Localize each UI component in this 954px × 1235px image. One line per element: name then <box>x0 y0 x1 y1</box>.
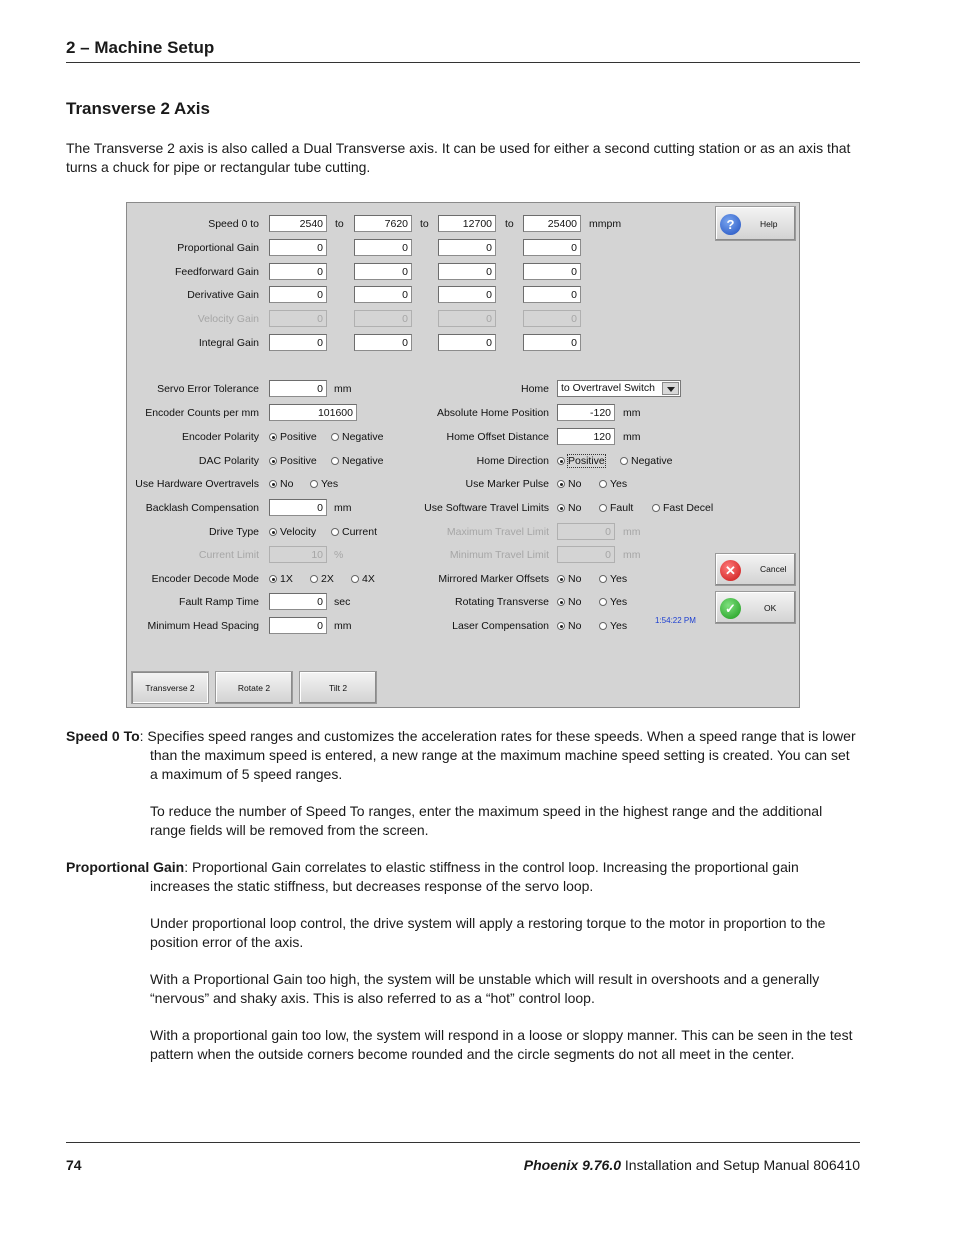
abs-home-unit: mm <box>623 407 641 419</box>
radio-selected-icon <box>269 575 277 583</box>
servo-error-label: Servo Error Tolerance <box>157 383 259 395</box>
max-travel-unit: mm <box>623 526 641 538</box>
tab-rotate-2[interactable]: Rotate 2 <box>215 671 293 704</box>
hw-overtravels-label: Use Hardware Overtravels <box>135 478 259 490</box>
page-number: 74 <box>66 1157 82 1173</box>
radio-selected-icon <box>557 622 565 630</box>
integral-gain-field[interactable]: 0 <box>269 334 327 351</box>
laser-comp-yes-radio[interactable]: Yes <box>599 620 627 632</box>
radio-icon <box>599 598 607 606</box>
cancel-button[interactable]: ✕ Cancel <box>715 553 796 586</box>
radio-icon <box>599 480 607 488</box>
backlash-unit: mm <box>334 502 352 514</box>
abs-home-field[interactable]: -120 <box>557 404 615 421</box>
sw-travel-fault-radio[interactable]: Fault <box>599 502 633 514</box>
mirrored-marker-yes-radio[interactable]: Yes <box>599 573 627 585</box>
home-offset-unit: mm <box>623 431 641 443</box>
to-label: to <box>505 218 514 230</box>
rotating-transverse-label: Rotating Transverse <box>455 596 549 608</box>
velocity-gain-field: 0 <box>523 310 581 327</box>
encoder-polarity-label: Encoder Polarity <box>181 431 259 443</box>
integral-gain-field[interactable]: 0 <box>438 334 496 351</box>
proportional-gain-field[interactable]: 0 <box>438 239 496 256</box>
servo-error-field[interactable]: 0 <box>269 380 327 397</box>
radio-icon <box>599 575 607 583</box>
velocity-gain-field: 0 <box>269 310 327 327</box>
paragraph: With a Proportional Gain too high, the system will be unstable which will result in overshoots and a generally “nervous” and shaky axis. This is also referred to as a “hot” control loop. <box>150 971 820 1006</box>
min-head-spacing-label: Minimum Head Spacing <box>147 620 259 632</box>
proportional-gain-label: Proportional Gain <box>177 242 259 254</box>
radio-icon <box>331 528 339 536</box>
tab-tilt-2[interactable]: Tilt 2 <box>299 671 377 704</box>
radio-selected-icon <box>557 598 565 606</box>
unit-mmpm: mmpm <box>589 218 622 230</box>
min-travel-field: 0 <box>557 546 615 563</box>
radio-selected-icon <box>557 504 565 512</box>
to-label: to <box>420 218 429 230</box>
feedforward-gain-field[interactable]: 0 <box>523 263 581 280</box>
encoder-counts-label: Encoder Counts per mm <box>145 407 259 419</box>
fault-ramp-label: Fault Ramp Time <box>179 596 259 608</box>
derivative-gain-field[interactable]: 0 <box>438 286 496 303</box>
integral-gain-field[interactable]: 0 <box>523 334 581 351</box>
max-travel-label: Maximum Travel Limit <box>446 526 549 538</box>
sw-travel-no-radio[interactable]: No <box>557 502 581 514</box>
rotating-transverse-no-radio[interactable]: No <box>557 596 581 608</box>
feedforward-gain-field[interactable]: 0 <box>438 263 496 280</box>
home-direction-negative-radio[interactable]: Negative <box>620 455 672 467</box>
fault-ramp-field[interactable]: 0 <box>269 593 327 610</box>
speed-label: Speed 0 to <box>208 218 259 230</box>
encoder-counts-field[interactable]: 101600 <box>269 404 357 421</box>
current-limit-label: Current Limit <box>198 549 259 561</box>
home-select[interactable]: to Overtravel Switch <box>557 380 681 397</box>
integral-gain-label: Integral Gain <box>198 337 259 349</box>
mirrored-marker-label: Mirrored Marker Offsets <box>438 573 549 585</box>
radio-icon <box>599 504 607 512</box>
hw-overtravels-yes-radio[interactable]: Yes <box>310 478 338 490</box>
close-icon: ✕ <box>720 560 741 581</box>
feedforward-gain-field[interactable]: 0 <box>269 263 327 280</box>
home-direction-label: Home Direction <box>476 455 549 467</box>
backlash-label: Backlash Compensation <box>145 502 259 514</box>
home-offset-label: Home Offset Distance <box>446 431 549 443</box>
to-label: to <box>335 218 344 230</box>
radio-icon <box>620 457 628 465</box>
sw-travel-label: Use Software Travel Limits <box>424 502 549 514</box>
dac-polarity-negative-radio[interactable]: Negative <box>331 455 383 467</box>
footer-manual-title: Phoenix 9.76.0 Installation and Setup Manual 806410 <box>523 1157 860 1173</box>
drive-type-label: Drive Type <box>209 526 259 538</box>
velocity-gain-field: 0 <box>354 310 412 327</box>
marker-pulse-label: Use Marker Pulse <box>465 478 549 490</box>
home-offset-field[interactable]: 120 <box>557 428 615 445</box>
paragraph: Under proportional loop control, the drive system will apply a restoring torque to the motor in proportion to the position error of the axis. <box>150 915 826 950</box>
radio-icon <box>331 433 339 441</box>
radio-selected-icon <box>269 528 277 536</box>
speed-4-field[interactable]: 25400 <box>523 215 581 232</box>
velocity-gain-label: Velocity Gain <box>197 313 259 325</box>
proportional-gain-field[interactable]: 0 <box>269 239 327 256</box>
help-button[interactable]: ? Help <box>715 206 796 241</box>
feedforward-gain-field[interactable]: 0 <box>354 263 412 280</box>
radio-icon <box>310 575 318 583</box>
current-limit-field: 10 <box>269 546 327 563</box>
footer-rule <box>66 1142 860 1143</box>
tab-transverse-2[interactable]: Transverse 2 <box>131 671 209 704</box>
paragraph: With a proportional gain too low, the system will respond in a loose or sloppy manner. This can be seen in the test pattern when the outside corners become rounded and the circle segments do not all meet in the center. <box>150 1027 853 1062</box>
backlash-field[interactable]: 0 <box>269 499 327 516</box>
section-title: Transverse 2 Axis <box>66 99 210 118</box>
checkmark-icon: ✓ <box>720 598 741 619</box>
clock-time: 1:54:22 PM <box>655 616 696 625</box>
home-direction-positive-radio[interactable]: Positive <box>557 455 605 467</box>
mirrored-marker-no-radio[interactable]: No <box>557 573 581 585</box>
radio-selected-icon <box>557 457 565 465</box>
abs-home-label: Absolute Home Position <box>436 407 549 419</box>
paragraph: To reduce the number of Speed To ranges, enter the maximum speed in the highest range and the additional range fields will be removed from the screen. <box>150 803 823 838</box>
radio-icon <box>331 457 339 465</box>
min-travel-label: Minimum Travel Limit <box>449 549 549 561</box>
chevron-down-icon[interactable] <box>662 382 679 395</box>
encoder-decode-4x-radio[interactable]: 4X <box>351 573 375 585</box>
radio-icon <box>652 504 660 512</box>
drive-type-current-radio[interactable]: Current <box>331 526 377 538</box>
definition-term: Speed 0 To <box>66 728 140 744</box>
marker-pulse-yes-radio[interactable]: Yes <box>599 478 627 490</box>
speed-1-field[interactable]: 2540 <box>269 215 327 232</box>
encoder-decode-2x-radio[interactable]: 2X <box>310 573 334 585</box>
radio-selected-icon <box>269 480 277 488</box>
radio-selected-icon <box>557 480 565 488</box>
laser-comp-label: Laser Compensation <box>452 620 549 632</box>
proportional-gain-field[interactable]: 0 <box>523 239 581 256</box>
max-travel-field: 0 <box>557 523 615 540</box>
min-head-spacing-unit: mm <box>334 620 352 632</box>
drive-type-velocity-radio[interactable]: Velocity <box>269 526 316 538</box>
encoder-decode-label: Encoder Decode Mode <box>151 573 259 585</box>
help-icon: ? <box>720 214 741 235</box>
radio-icon <box>310 480 318 488</box>
speed-3-field[interactable]: 12700 <box>438 215 496 232</box>
transverse-2-setup-screen <box>126 202 800 708</box>
ok-button[interactable]: ✓ OK <box>715 591 796 624</box>
intro-paragraph: The Transverse 2 axis is also called a Dual Transverse axis. It can be used for either a second cutting station or as an axis that turns a chuck for pipe or rectangular tube cutting. <box>66 140 851 175</box>
radio-selected-icon <box>269 433 277 441</box>
radio-selected-icon <box>557 575 565 583</box>
integral-gain-field[interactable]: 0 <box>354 334 412 351</box>
sw-travel-fast-decel-radio[interactable]: Fast Decel <box>652 502 713 514</box>
dac-polarity-positive-radio[interactable]: Positive <box>269 455 317 467</box>
radio-icon <box>351 575 359 583</box>
radio-selected-icon <box>269 457 277 465</box>
proportional-gain-definition: Proportional Gain: Proportional Gain correlates to elastic stiffness in the control loop. Increasing the proportional gain increases the static stiffness, but decreases response of the servo loop. <box>66 859 799 894</box>
velocity-gain-field: 0 <box>438 310 496 327</box>
derivative-gain-field[interactable]: 0 <box>354 286 412 303</box>
derivative-gain-label: Derivative Gain <box>187 289 259 301</box>
encoder-polarity-negative-radio[interactable]: Negative <box>331 431 383 443</box>
derivative-gain-field[interactable]: 0 <box>523 286 581 303</box>
min-head-spacing-field[interactable]: 0 <box>269 617 327 634</box>
header-rule <box>66 62 860 63</box>
feedforward-gain-label: Feedforward Gain <box>174 266 259 278</box>
speed-2-field[interactable]: 7620 <box>354 215 412 232</box>
dac-polarity-label: DAC Polarity <box>198 455 259 467</box>
proportional-gain-field[interactable]: 0 <box>354 239 412 256</box>
min-travel-unit: mm <box>623 549 641 561</box>
chapter-heading: 2 – Machine Setup <box>66 38 215 57</box>
current-limit-unit: % <box>334 549 344 561</box>
laser-comp-no-radio[interactable]: No <box>557 620 581 632</box>
speed-0-to-definition: Speed 0 To: Specifies speed ranges and customizes the acceleration rates for these speeds. When a speed range that is lower than the maximum speed is entered, a new range at the maximum machine speed setting is created. You can set a maximum of 5 speed ranges. <box>66 728 856 782</box>
rotating-transverse-yes-radio[interactable]: Yes <box>599 596 627 608</box>
home-label: Home <box>520 383 549 395</box>
hw-overtravels-no-radio[interactable]: No <box>269 478 293 490</box>
definition-term: Proportional Gain <box>66 859 185 875</box>
fault-ramp-unit: sec <box>334 596 351 608</box>
derivative-gain-field[interactable]: 0 <box>269 286 327 303</box>
radio-icon <box>599 622 607 630</box>
encoder-polarity-positive-radio[interactable]: Positive <box>269 431 317 443</box>
encoder-decode-1x-radio[interactable]: 1X <box>269 573 293 585</box>
marker-pulse-no-radio[interactable]: No <box>557 478 581 490</box>
servo-error-unit: mm <box>334 383 352 395</box>
